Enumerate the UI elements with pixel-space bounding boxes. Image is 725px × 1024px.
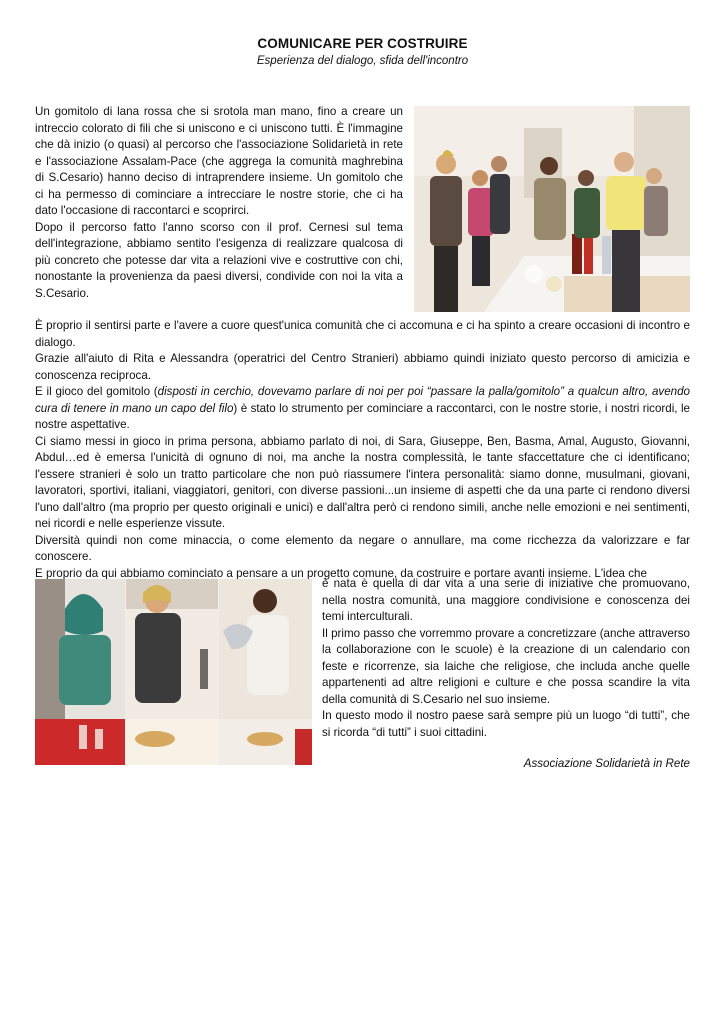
intro-column (35, 104, 403, 302)
group-toast-photo (414, 106, 690, 312)
paragraph-community: È proprio il sentirsi parte e l'avere a cuore quest'unica comunità che ci accomuna e ci ha spinto a creare occasioni di incontro e dialogo. (35, 319, 690, 349)
yarn-game-description: disposti in cerchio, dovevamo parlare di noi per poi “passare la palla/gomitolo” a qualcun altro, avendo cura di tenere in mano un capo del filo (35, 385, 690, 415)
group-photo-illustration (414, 106, 690, 312)
paragraph-calendar: Il primo passo che vorremmo provare a concretizzare (anche attraverso la collaborazione con le scuole) è la creazione di un calendario con feste e ricorrenze, sia laiche che religiose, che includa anche quelle appartenenti ad altre religioni e culture e che possa scandire la vita della comunità di S.Cesario nel suo insieme. (322, 626, 690, 706)
tea-collage-illustration (35, 579, 312, 765)
signature: Associazione Solidarietà in Rete (523, 757, 690, 770)
page-title: COMUNICARE PER COSTRUIRE (257, 36, 468, 51)
tea-collage-photo (35, 579, 312, 765)
paragraph-diversity: Diversità quindi non come minaccia, o come elemento da negare o annullare, ma come ricchezza da valorizzare e far conoscere. (35, 533, 690, 563)
paragraph-personal-stories: Ci siamo messi in gioco in prima persona, abbiamo parlato di noi, di Sara, Giuseppe, Ben, Basma, Amal, Augusto, Giovanni, Abdul…ed è emersa l'unicità di ognuno di noi, ma anche la nostra complessità, le tante sfaccettature che ci identificano; l'essere stranieri è solo un tratto particolare che non può riassumere l'intera personalità: siamo donne, musulmani, giovani, lavoratori, sportivi, italiani, viaggiatori, genitori, con diverse passioni...un insieme di aspetti che da una parte ci rendono diversi l'uno dall'altro (ma proprio per questo originali e unici) e dall'altra però ci rendono simili, anche nelle emozioni e nei sentimenti, nei ricordi e nelle esperienze vissute. (35, 434, 690, 530)
paragraph-intro: Un gomitolo di lana rossa che si srotola man mano, fino a creare un intreccio colorato di fili che si uniscono e ci uniscono tutti. È l'immagine che dà inizio (o quasi) al percorso che l'associazione Solidarietà in rete e l'associazione Assalam-Pace (che aggrega la comunità maghrebina di S.Cesario) hanno deciso di intraprendere insieme. Un gomitolo che ci ha permesso di cominciare a intrecciare le nostre storie, che ci ha dato l'occasione di raccontarci e scoprirci. (35, 105, 403, 217)
paragraph-yarn-game: E il gioco del gomitolo (disposti in cerchio, dovevamo parlare di noi per poi “passare la palla/gomitolo” a qualcun altro, avendo cura di tenere in mano un capo del filo) è stato lo strumento per cominciare a raccontarci, con le nostre storie, i nostri ricordi, le nostre aspettative. (35, 385, 690, 431)
paragraph-closing: In questo modo il nostro paese sarà sempre più un luogo “di tutti”, che si ricorda “di tutti” i suoi cittadini. (322, 709, 690, 739)
paragraph-idea: è nata è quella di dar vita a una serie di iniziative che promuovano, nella nostra comunità, una maggiore condivisione e conoscenza dei temi interculturali. (322, 577, 690, 623)
paragraph-operators: Grazie all'aiuto di Rita e Alessandra (operatrici del Centro Stranieri) abbiamo quindi iniziato questo percorso di amicizia e conoscenza reciproca. (35, 352, 690, 382)
paragraph-integration: Dopo il percorso fatto l'anno scorso con il prof. Cernesi sul tema dell'integrazione, abbiamo sentito l'esigenza di realizzare qualcosa di più concreto che potesse dar vita a relazioni vive e costruttive con chi, nonostante la provenienza da paesi diversi, condivide con noi la vita a S.Cesario. (35, 220, 403, 300)
paragraph-project-start: E proprio da qui abbiamo cominciato a pensare a un progetto comune, da costruire e portare avanti insieme. L'idea che (35, 566, 647, 580)
page-subtitle: Esperienza del dialogo, sfida dell'incontro (256, 55, 469, 67)
body-column (35, 318, 690, 582)
lower-right-column (322, 576, 690, 741)
